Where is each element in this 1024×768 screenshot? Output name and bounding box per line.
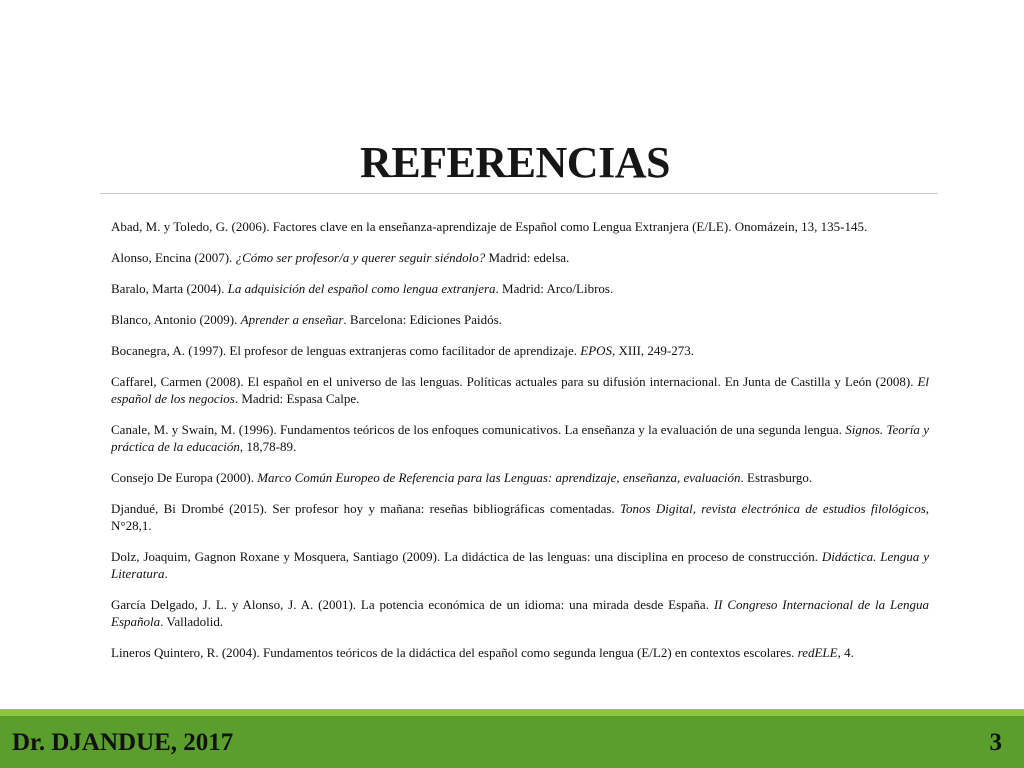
- slide-title: REFERENCIAS: [360, 138, 670, 187]
- reference-text-end: Madrid: edelsa.: [485, 250, 570, 265]
- footer-author: Dr. DJANDUE, 2017: [12, 729, 234, 756]
- reference-italic: Didáctica. Lengua y Literatura: [111, 549, 929, 581]
- reference-item: [111, 500, 929, 534]
- reference-text: Djandué, Bi Drombé (2015). Ser profesor hoy y mañana: reseñas bibliográficas comentadas.: [111, 501, 620, 516]
- reference-item: [111, 342, 929, 359]
- title-divider: [100, 193, 938, 194]
- reference-text: Bocanegra, A. (1997). El profesor de lenguas extranjeras como facilitador de aprendizaje.: [111, 343, 581, 358]
- reference-italic: redELE: [797, 645, 838, 660]
- reference-item: [111, 280, 929, 297]
- reference-italic: El español de los negocios: [111, 374, 929, 406]
- reference-item: [111, 596, 929, 630]
- reference-text-end: . Valladolid.: [160, 614, 224, 629]
- reference-item: [111, 644, 929, 661]
- reference-text-end: .: [164, 566, 168, 581]
- reference-text: Blanco, Antonio (2009).: [111, 312, 241, 327]
- footer-accent-stripe: [0, 709, 1024, 716]
- reference-text-end: . Madrid: Arco/Libros.: [495, 281, 614, 296]
- reference-text-end: . Barcelona: Ediciones Paidós.: [343, 312, 502, 327]
- reference-text: Baralo, Marta (2004).: [111, 281, 228, 296]
- reference-item: [111, 311, 929, 328]
- reference-italic: La adquisición del español como lengua extranjera: [227, 281, 496, 296]
- reference-italic: Aprender a enseñar: [240, 312, 344, 327]
- reference-italic: Tonos Digital, revista electrónica de estudios filológicos: [619, 501, 926, 516]
- reference-item: [111, 218, 929, 235]
- reference-italic: ¿Cómo ser profesor/a y querer seguir siéndolo?: [235, 250, 486, 265]
- reference-text-end: , XIII, 249-273.: [612, 343, 695, 358]
- reference-text: Alonso, Encina (2007).: [111, 250, 236, 265]
- reference-text: Lineros Quintero, R. (2004). Fundamentos teóricos de la didáctica del español como segunda lengua (E/L2) en contextos escolares.: [111, 645, 798, 660]
- reference-text-end: , 18,78-89.: [239, 439, 297, 454]
- reference-item: [111, 373, 929, 407]
- reference-text: Abad, M. y Toledo, G. (2006). Factores clave en la enseñanza-aprendizaje de Español como Lengua Extranjera (E/LE). Onomázein, 13, 135-145.: [111, 219, 868, 234]
- reference-text-end: , N°28,1.: [111, 501, 929, 533]
- reference-text: García Delgado, J. L. y Alonso, J. A. (2001). La potencia económica de un idioma: una mirada desde España.: [111, 597, 714, 612]
- reference-text: Canale, M. y Swain, M. (1996). Fundamentos teóricos de los enfoques comunicativos. La enseñanza y la evaluación de una segunda lengua.: [111, 422, 846, 437]
- reference-text: Caffarel, Carmen (2008). El español en el universo de las lenguas. Políticas actuales para su difusión internacional. En Junta de Castilla y León (2008).: [111, 374, 918, 389]
- reference-item: [111, 421, 929, 455]
- reference-text: Dolz, Joaquim, Gagnon Roxane y Mosquera, Santiago (2009). La didáctica de las lenguas: una disciplina en proceso de construcción.: [111, 549, 822, 564]
- reference-italic: Signos. Teoría y práctica de la educación: [111, 422, 929, 454]
- reference-item: [111, 548, 929, 582]
- reference-text: Consejo De Europa (2000).: [111, 470, 258, 485]
- reference-italic: EPOS: [580, 343, 613, 358]
- reference-italic: II Congreso Internacional de la Lengua Española: [111, 597, 929, 629]
- reference-item: [111, 469, 929, 486]
- reference-list: [111, 218, 929, 675]
- reference-text-end: . Madrid: Espasa Calpe.: [234, 391, 360, 406]
- slide-number: 3: [989, 729, 1002, 756]
- reference-italic: Marco Común Europeo de Referencia para las Lenguas: aprendizaje, enseñanza, evaluación: [257, 470, 741, 485]
- reference-text-end: . Estrasburgo.: [740, 470, 813, 485]
- reference-item: [111, 249, 929, 266]
- reference-text-end: , 4.: [837, 645, 854, 660]
